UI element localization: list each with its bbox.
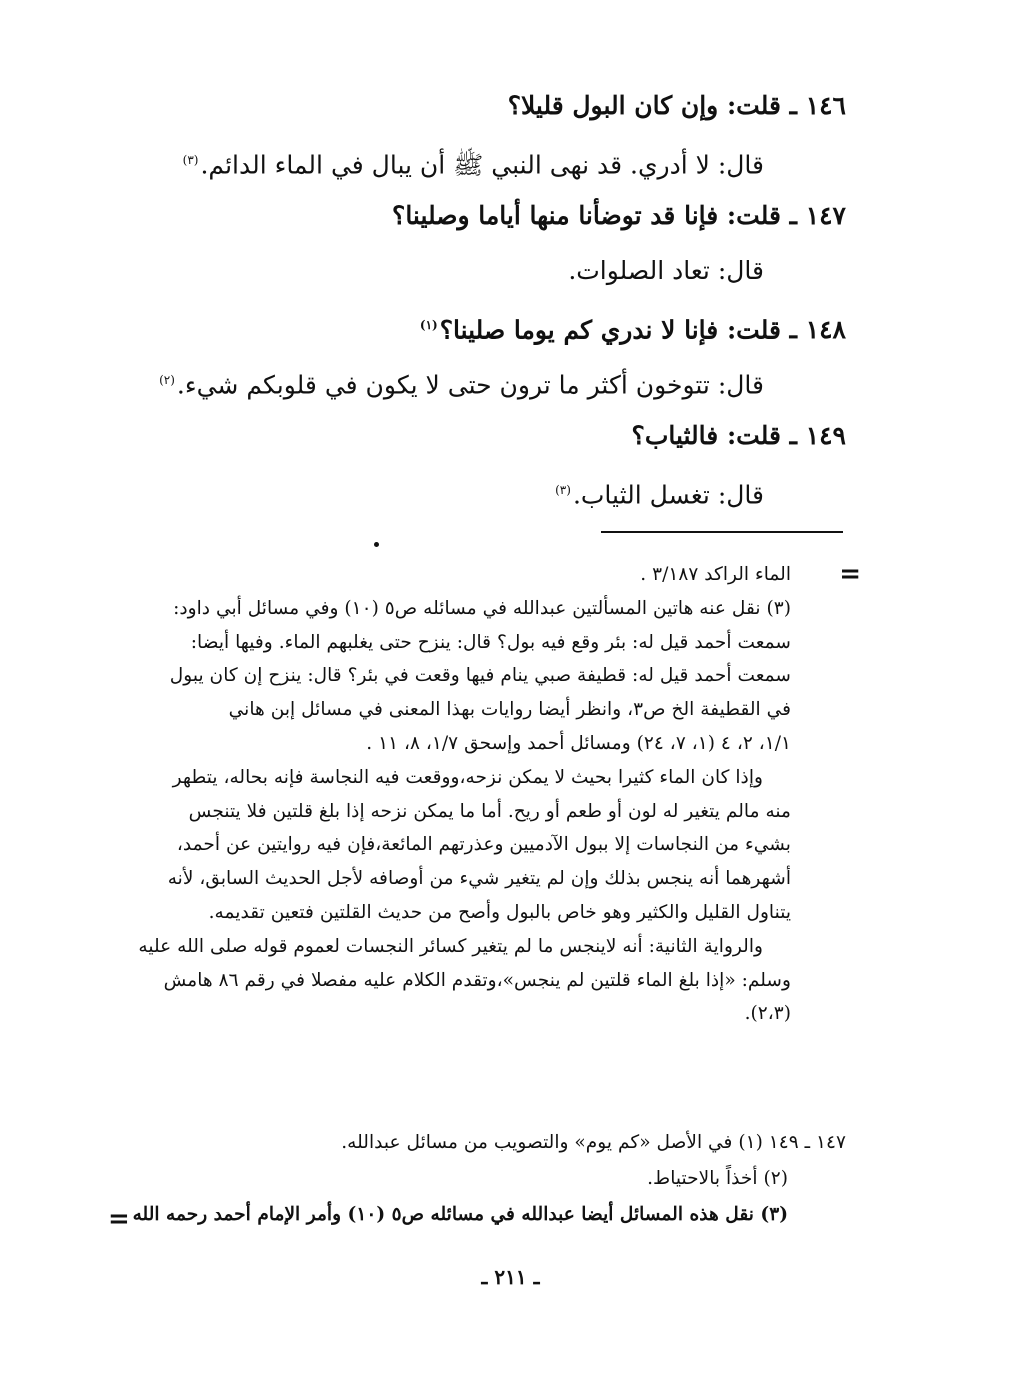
question-text: قلت: وإن كان البول قليلا؟ <box>507 91 781 120</box>
footnotes-top <box>133 558 791 1031</box>
answer-text: قال: تغسل الثياب. <box>572 480 764 510</box>
answer-line <box>157 353 846 408</box>
footnote-line: وسلم: «إذا بلغ الماء قلتين لم ينجس»،وتقدم الكلام عليه مفصلا في رقم ٨٦ هامش <box>163 969 791 991</box>
entry-number: ١٤٩ ـ <box>789 421 846 450</box>
answer-line <box>553 463 846 518</box>
answer-text: قال: لا أدري. قد نهى النبي ﷺ أن يبال في الماء الدائم. <box>200 150 764 180</box>
footnote-marker: (١) <box>419 318 438 332</box>
footnote-line: وإذا كان الماء كثيرا بحيث لا يمكن نزحه،ووقعت فيه النجاسة فإنه بحاله، يتطهر <box>172 766 763 788</box>
entry-149 <box>553 408 846 518</box>
answer-text: قال: تتوخون أكثر ما ترون حتى لا يكون في قلوبكم شيء. <box>176 370 764 400</box>
footnote-line: أشهرهما أنه ينجس بذلك وإن لم يتغير شيء من أوصافه لأجل الحديث السابق، لأنه <box>167 868 791 890</box>
entry-number: ١٤٦ ـ <box>789 91 846 120</box>
footnote-line: (٣) نقل هذه المسائل أيضا عبدالله في مسائله ص٥ (١٠) وأمر الإمام أحمد رحمه الله <box>132 1204 788 1225</box>
question-line <box>553 408 846 463</box>
question-line <box>392 188 846 243</box>
footnote-line: سمعت أحمد قيل له: قطيفة صبي ينام فيها وقعت في بئر؟ قال: ينزح إن كان يبول <box>169 665 791 687</box>
entry-146 <box>181 78 846 188</box>
answer-line <box>392 243 846 298</box>
page-number: ـ ٢١١ ـ <box>481 1265 540 1289</box>
entry-number: ١٤٧ ـ <box>789 201 846 230</box>
question-text: قلت: فالثياب؟ <box>631 421 781 450</box>
footnote-line: الماء الراكد ٣/١٨٧ . <box>640 564 791 585</box>
footnote-line: (٢) أخذاً بالاحتياط. <box>647 1168 788 1189</box>
footnote-line: بشيء من النجاسات إلا ببول الآدميين وعذرتهم المائعة،فإن فيه روايتين عن أحمد، <box>176 834 791 856</box>
footnote-line: (٣) نقل عنه هاتين المسألتين عبدالله في مسائله ص٥ (١٠) وفي مسائل أبي داود: <box>173 597 791 619</box>
question-text: قلت: فإنا قد توضأنا منها أياما وصلينا؟ <box>392 201 781 230</box>
footnote-separator <box>601 531 843 533</box>
footnote-line: (٢،٣). <box>744 1003 791 1025</box>
footnote-marker: (٢) <box>159 373 175 387</box>
footnote-line: يتناول القليل والكثير وهو خاص بالبول وأصح من حديث القلتين فتعين تقديمه. <box>208 901 791 923</box>
answer-text: قال: تعاد الصلوات. <box>568 256 764 285</box>
footnote-marker: (٣) <box>182 153 199 167</box>
continuation-mark: = <box>839 559 861 589</box>
entry-147 <box>392 188 846 298</box>
entry-148 <box>157 298 846 408</box>
footnote-marker: (٣) <box>555 483 571 497</box>
question-line <box>157 298 846 353</box>
footnote-line: ١/١، ٢، ٤ (١، ٧، ٢٤) ومسائل أحمد وإسحق ١/٧، ٨، ١١ . <box>366 732 791 754</box>
footnote-line: ١٤٧ ـ ١٤٩ (١) في الأصل «كم يوم» والتصويب من مسائل عبدالله. <box>341 1132 846 1153</box>
answer-line <box>181 133 846 188</box>
entry-number: ١٤٨ ـ <box>789 315 846 345</box>
continuation-mark: = <box>108 1204 130 1234</box>
question-line <box>181 78 846 133</box>
footnote-line: سمعت أحمد قيل له: بئر وقع فيه بول؟ قال: ينزح حتى يغلبهم الماء. وفيها أيضا: <box>190 631 791 653</box>
stray-dot <box>374 542 379 547</box>
footnote-line: منه مالم يتغير له لون أو طعم أو ريح. أما ما يمكن نزحه إذا بلغ قلتين فلا يتنجس <box>188 800 791 822</box>
question-text: قلت: فإنا لا ندري كم يوما صلينا؟ <box>439 315 781 345</box>
footnote-line: في القطيفة الخ ص٣، وانظر أيضا روايات بهذا المعنى في مسائل إبن هاني <box>228 699 791 721</box>
footnotes-bottom <box>133 1125 846 1233</box>
footnote-line: والرواية الثانية: أنه لاينجس ما لم يتغير كسائر النجسات لعموم قوله صلى الله عليه <box>138 935 763 957</box>
